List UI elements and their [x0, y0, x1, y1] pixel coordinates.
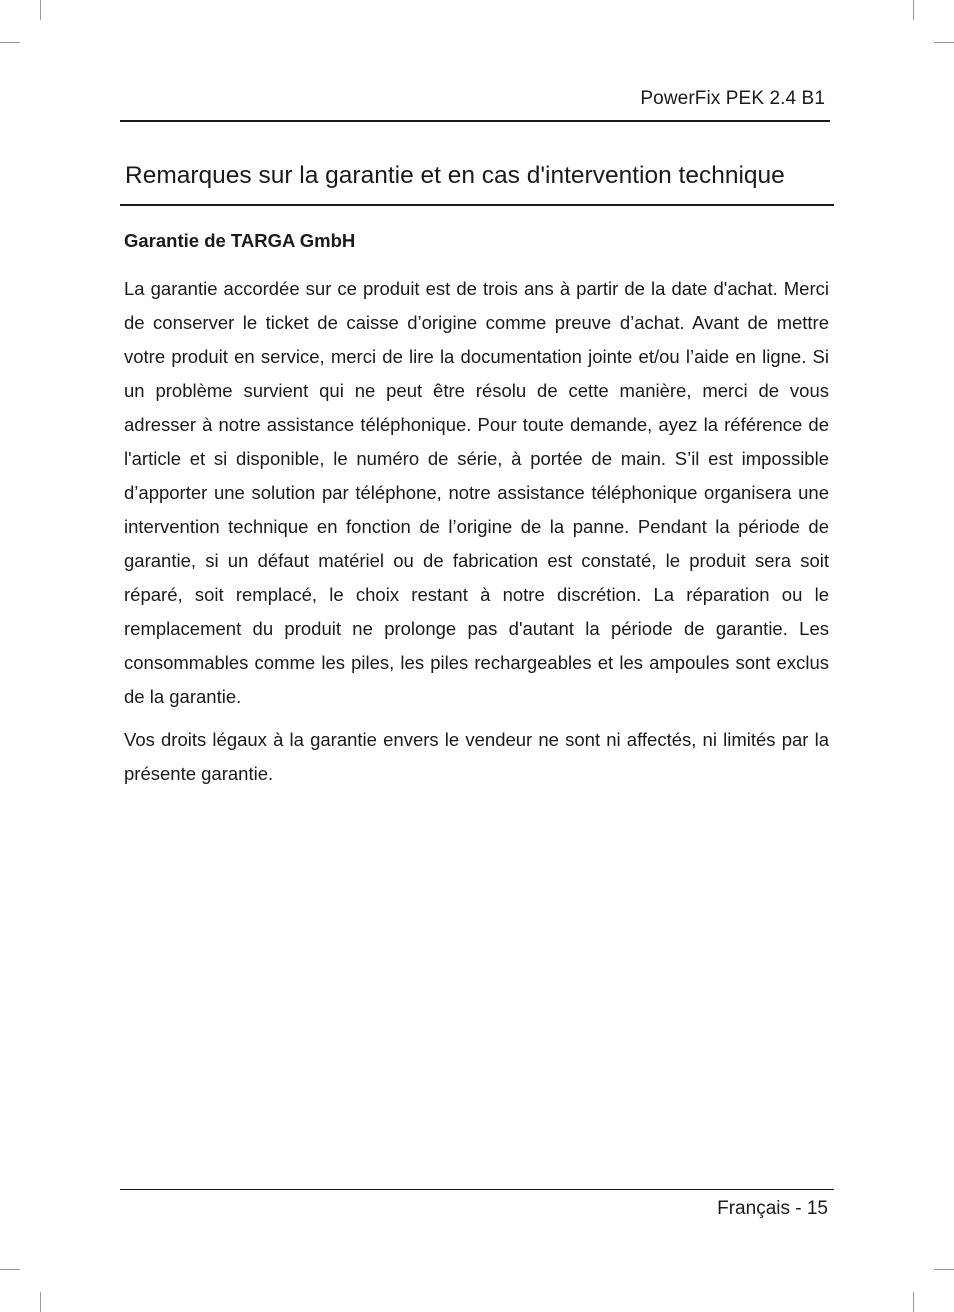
crop-mark-bottom-left [40, 1292, 41, 1312]
crop-mark-right-bottom [934, 1269, 954, 1270]
section-rule [120, 204, 834, 206]
warranty-paragraph: La garantie accordée sur ce produit est de trois ans à partir de la date d'achat. Merci de conserver le ticket de caisse d’origine comme preuve d’achat. Avant de mettre votre produit en service, merci de lire la documentation jointe et/ou l’aide en ligne. Si un problème survient qui ne peut être résolu de cette manière, merci de vous adresser à notre assistance téléphonique. Pour toute demande, ayez la référence de l'article et si disponible, le numéro de série, à portée de main. S’il est impossible d’apporter une solution par téléphone, notre assistance téléphonique organisera une intervention technique en fonction de l’origine de la panne. Pendant la période de garantie, si un défaut matériel ou de fabrication est constaté, le produit sera soit réparé, soit remplacé, le choix restant à notre discrétion. La réparation ou le remplacement du produit ne prolonge pas d'autant la période de garantie. Les consommables comme les piles, les piles rechargeables et les ampoules sont exclus de la garantie. [124, 278, 829, 707]
legal-rights-paragraph: Vos droits légaux à la garantie envers le vendeur ne sont ni affectés, ni limités par la présente garantie. [124, 729, 829, 784]
warranty-content [124, 224, 829, 800]
crop-mark-left-top [0, 42, 20, 43]
crop-mark-top-right [913, 0, 914, 20]
header-rule [120, 120, 830, 122]
warranty-heading: Garantie de TARGA GmbH [124, 230, 356, 251]
crop-mark-top-left [40, 0, 41, 20]
crop-mark-right-top [934, 42, 954, 43]
running-header: PowerFix PEK 2.4 B1 [640, 88, 825, 109]
footer-rule [120, 1189, 834, 1190]
page-number: Français - 15 [717, 1198, 828, 1219]
section-title: Remarques sur la garantie et en cas d'intervention technique [125, 162, 785, 189]
crop-mark-left-bottom [0, 1269, 20, 1270]
crop-mark-bottom-right [913, 1292, 914, 1312]
